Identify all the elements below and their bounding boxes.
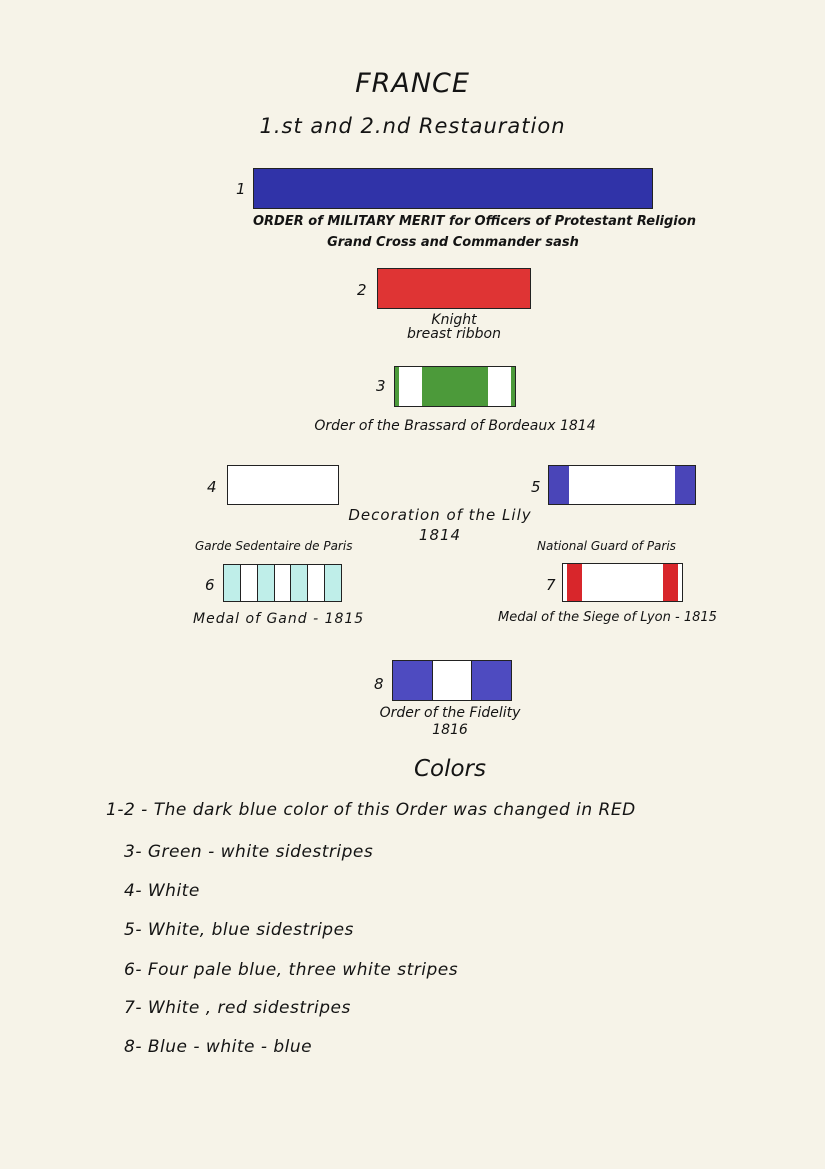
ribbon-6-white-stripe-3 bbox=[308, 565, 325, 601]
page-subtitle: 1.st and 2.nd Restauration bbox=[259, 114, 566, 138]
ribbon-7-caption: Medal of the Siege of Lyon - 1815 bbox=[498, 610, 717, 625]
ribbon-2-number: 2 bbox=[357, 281, 367, 299]
ribbon-6-caption: Medal of Gand - 1815 bbox=[193, 611, 365, 627]
ribbon-8-caption-line-1: Order of the Fidelity bbox=[379, 705, 521, 721]
ribbon-4-stripe bbox=[228, 466, 338, 504]
ribbon-1-number: 1 bbox=[236, 180, 246, 198]
ribbon-8-number: 8 bbox=[374, 675, 384, 693]
ribbon-2-stripe bbox=[378, 269, 530, 308]
ribbon-8-caption-line-2: 1816 bbox=[432, 722, 468, 738]
ribbon-2-caption-line-1: Knight bbox=[431, 312, 477, 328]
ribbon-6-pale-stripe-1 bbox=[224, 565, 241, 601]
ribbon-5-sidestripe-right bbox=[675, 466, 695, 504]
ribbon-8-stripe-right bbox=[472, 661, 511, 700]
color-note-6: 7- White , red sidestripes bbox=[124, 998, 351, 1018]
colors-heading: Colors bbox=[413, 756, 487, 782]
ribbon-3-sidestripe-right bbox=[488, 367, 511, 406]
ribbon-5-number: 5 bbox=[531, 478, 541, 496]
ribbon-8-stripe-center bbox=[433, 661, 473, 700]
ribbon-4-number: 4 bbox=[207, 478, 217, 496]
lily-caption-line-2: 1814 bbox=[418, 526, 462, 544]
ribbon-2-swatch bbox=[377, 268, 531, 309]
ribbon-7-center bbox=[582, 564, 663, 601]
ribbon-6-number: 6 bbox=[205, 576, 215, 594]
ribbon-7-sidestripe-left bbox=[567, 564, 582, 601]
ribbon-6-pale-stripe-3 bbox=[291, 565, 308, 601]
ribbon-3-caption: Order of the Brassard of Bordeaux 1814 bbox=[314, 418, 596, 434]
color-note-1: 1-2 - The dark blue color of this Order was changed in RED bbox=[106, 800, 636, 820]
color-note-7: 8- Blue - white - blue bbox=[124, 1037, 313, 1057]
ribbon-1-stripe bbox=[254, 169, 652, 208]
color-note-3: 4- White bbox=[124, 881, 200, 901]
ribbon-4-caption: Garde Sedentaire de Paris bbox=[195, 539, 353, 553]
ribbon-3-swatch bbox=[394, 366, 516, 407]
ribbon-8-swatch bbox=[392, 660, 512, 701]
ribbon-5-swatch bbox=[548, 465, 696, 505]
ribbon-3-center bbox=[422, 367, 488, 406]
ribbon-1-caption-line-1: ORDER of MILITARY MERIT for Officers of Protestant Religion bbox=[253, 214, 696, 229]
ribbon-6-pale-stripe-4 bbox=[325, 565, 341, 601]
ribbon-5-center bbox=[569, 466, 675, 504]
ribbon-6-pale-stripe-2 bbox=[258, 565, 275, 601]
ribbon-5-sidestripe-left bbox=[549, 466, 569, 504]
page-title: FRANCE bbox=[355, 68, 470, 99]
ribbon-3-edge-right bbox=[511, 367, 515, 406]
ribbon-8-stripe-left bbox=[393, 661, 433, 700]
color-note-2: 3- Green - white sidestripes bbox=[124, 842, 374, 862]
ribbon-7-sidestripe-right bbox=[663, 564, 678, 601]
ribbon-6-white-stripe-2 bbox=[275, 565, 292, 601]
ribbon-7-swatch bbox=[562, 563, 683, 602]
ribbon-3-sidestripe-left bbox=[399, 367, 422, 406]
color-note-4: 5- White, blue sidestripes bbox=[124, 920, 354, 940]
ribbon-1-caption-line-2: Grand Cross and Commander sash bbox=[327, 235, 579, 250]
ribbon-1-swatch bbox=[253, 168, 653, 209]
ribbon-2-caption-line-2: breast ribbon bbox=[407, 326, 501, 342]
ribbon-7-number: 7 bbox=[546, 576, 556, 594]
ribbon-5-caption: National Guard of Paris bbox=[537, 539, 676, 553]
lily-caption-line-1: Decoration of the Lily bbox=[348, 506, 532, 524]
ribbon-4-swatch bbox=[227, 465, 339, 505]
color-note-5: 6- Four pale blue, three white stripes bbox=[124, 960, 459, 980]
ribbon-7-edge-right bbox=[678, 564, 682, 601]
ribbon-6-swatch bbox=[223, 564, 342, 602]
ribbon-6-white-stripe-1 bbox=[241, 565, 258, 601]
ribbon-3-number: 3 bbox=[376, 377, 386, 395]
